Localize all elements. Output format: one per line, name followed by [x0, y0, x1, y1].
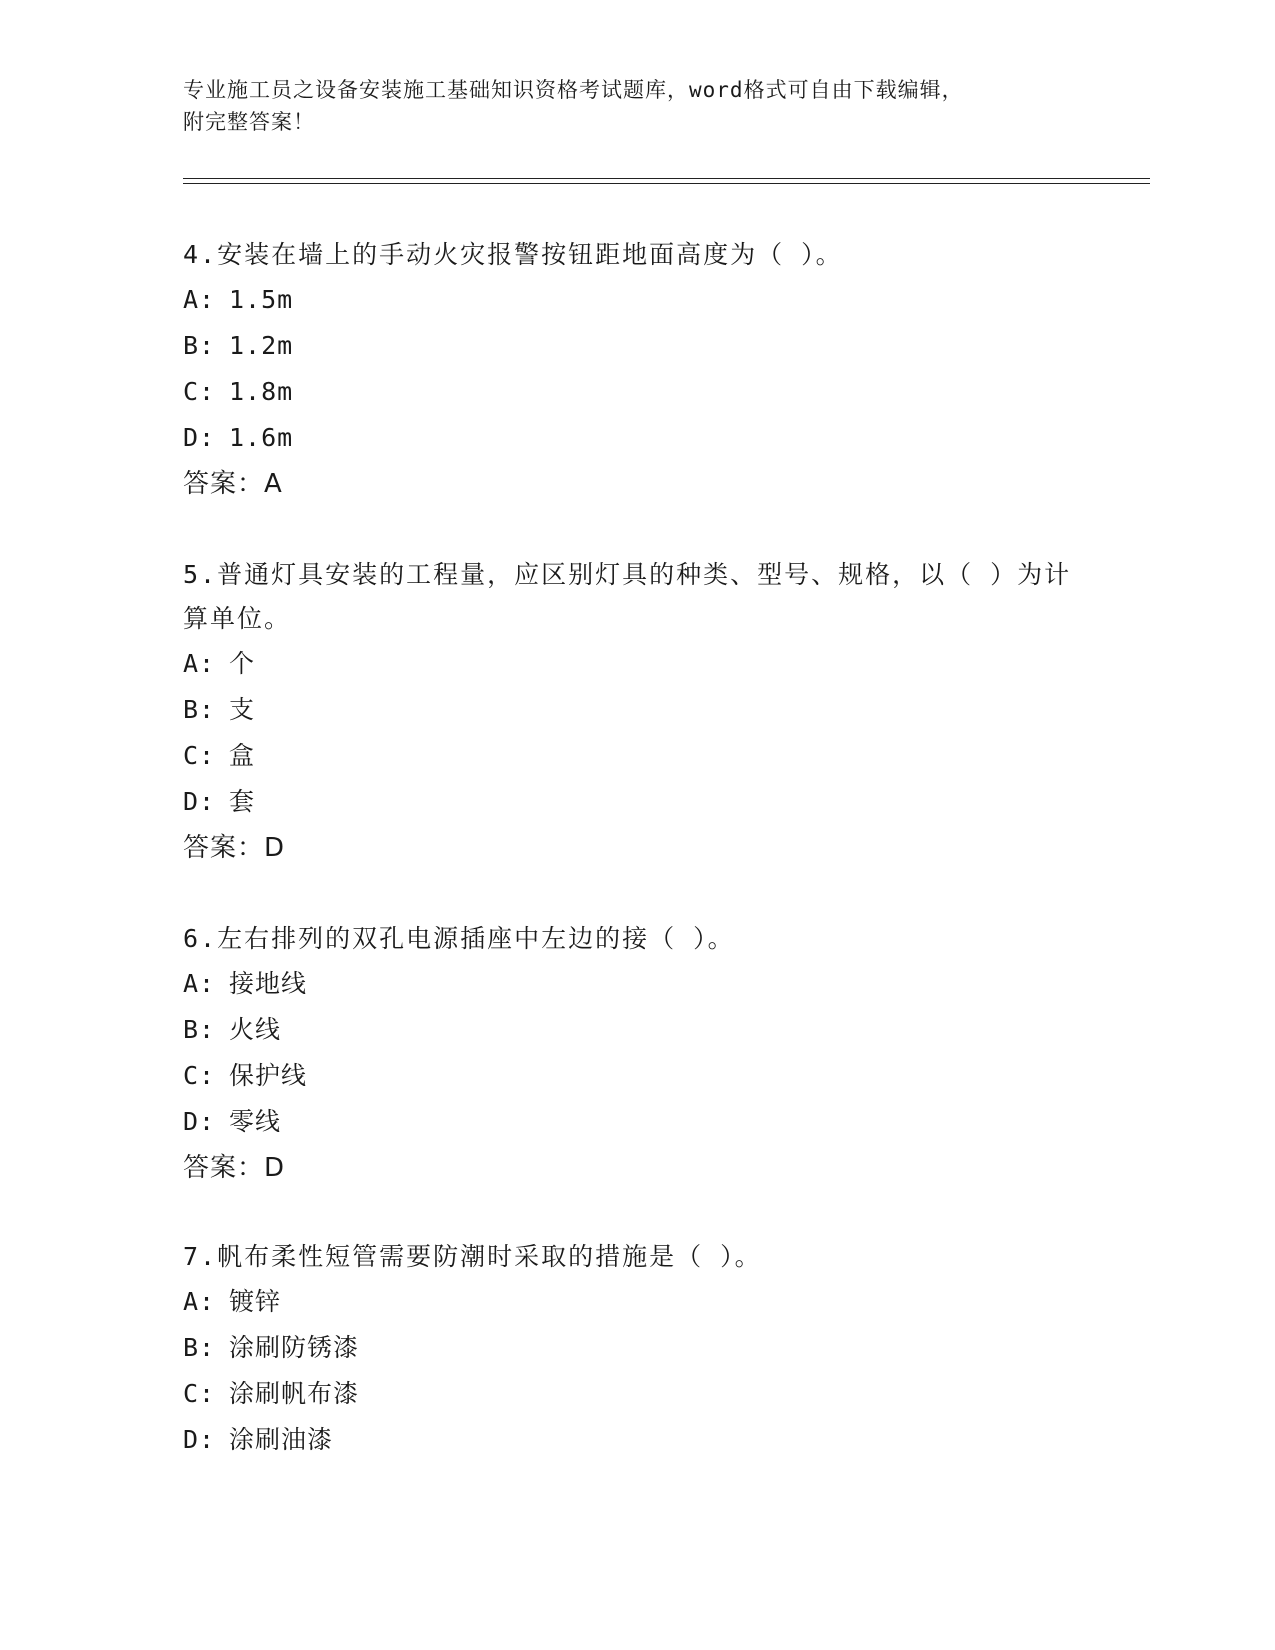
option-letter: C: [183, 377, 216, 406]
option-letter: D: [183, 1107, 216, 1136]
question-5 [183, 553, 1073, 871]
option-text: 零线 [229, 1107, 282, 1136]
option-text: 盒 [229, 741, 256, 770]
option-text: 支 [229, 695, 256, 724]
option-letter: A: [183, 969, 216, 998]
option-text: 涂刷防锈漆 [229, 1333, 360, 1362]
option-d [183, 1417, 1073, 1463]
answer-line: 答案：D [183, 1153, 286, 1183]
option-letter: A: [183, 285, 216, 314]
option-b [183, 323, 1073, 369]
option-text: 1.2m [229, 331, 294, 360]
option-text: 涂刷油漆 [229, 1425, 334, 1454]
question-stem: 5.普通灯具安装的工程量，应区别灯具的种类、型号、规格，以（ ）为计算单位。 [183, 560, 1072, 633]
option-letter: B: [183, 1333, 216, 1362]
option-letter: D: [183, 1425, 216, 1454]
option-b [183, 687, 1073, 733]
option-letter: A: [183, 649, 216, 678]
question-stem: 6.左右排列的双孔电源插座中左边的接（ ）。 [183, 924, 735, 953]
option-letter: C: [183, 741, 216, 770]
question-6 [183, 917, 1073, 1191]
option-text: 1.6m [229, 423, 294, 452]
option-letter: B: [183, 1015, 216, 1044]
option-a [183, 641, 1073, 687]
option-a [183, 961, 1073, 1007]
option-d [183, 779, 1073, 825]
question-stem: 4.安装在墙上的手动火灾报警按钮距地面高度为（ ）。 [183, 240, 843, 269]
option-b [183, 1007, 1073, 1053]
option-text: 1.8m [229, 377, 294, 406]
option-text: 保护线 [229, 1061, 308, 1090]
answer-line: 答案：A [183, 469, 283, 499]
option-letter: A: [183, 1287, 216, 1316]
question-stem: 7.帆布柔性短管需要防潮时采取的措施是（ ）。 [183, 1242, 762, 1271]
option-d [183, 1099, 1073, 1145]
option-text: 涂刷帆布漆 [229, 1379, 360, 1408]
option-text: 火线 [229, 1015, 282, 1044]
option-a [183, 277, 1073, 323]
option-text: 镀锌 [229, 1287, 282, 1316]
option-c [183, 1371, 1073, 1417]
option-letter: D: [183, 787, 216, 816]
document-header [183, 74, 1063, 138]
option-text: 1.5m [229, 285, 294, 314]
option-d [183, 415, 1073, 461]
header-divider-bottom [183, 183, 1150, 184]
option-c [183, 1053, 1073, 1099]
option-letter: B: [183, 331, 216, 360]
option-c [183, 369, 1073, 415]
option-letter: C: [183, 1379, 216, 1408]
answer-line: 答案：D [183, 833, 286, 863]
option-a [183, 1279, 1073, 1325]
header-line-2: 附完整答案！ [183, 110, 315, 134]
header-divider-top [183, 178, 1150, 179]
option-letter: D: [183, 423, 216, 452]
question-7 [183, 1235, 1073, 1463]
option-c [183, 733, 1073, 779]
header-line-1: 专业施工员之设备安装施工基础知识资格考试题库，word格式可自由下载编辑， [183, 78, 964, 102]
option-text: 接地线 [229, 969, 308, 998]
option-letter: C: [183, 1061, 216, 1090]
option-b [183, 1325, 1073, 1371]
option-text: 个 [229, 649, 256, 678]
option-text: 套 [229, 787, 256, 816]
option-letter: B: [183, 695, 216, 724]
question-4 [183, 233, 1073, 507]
